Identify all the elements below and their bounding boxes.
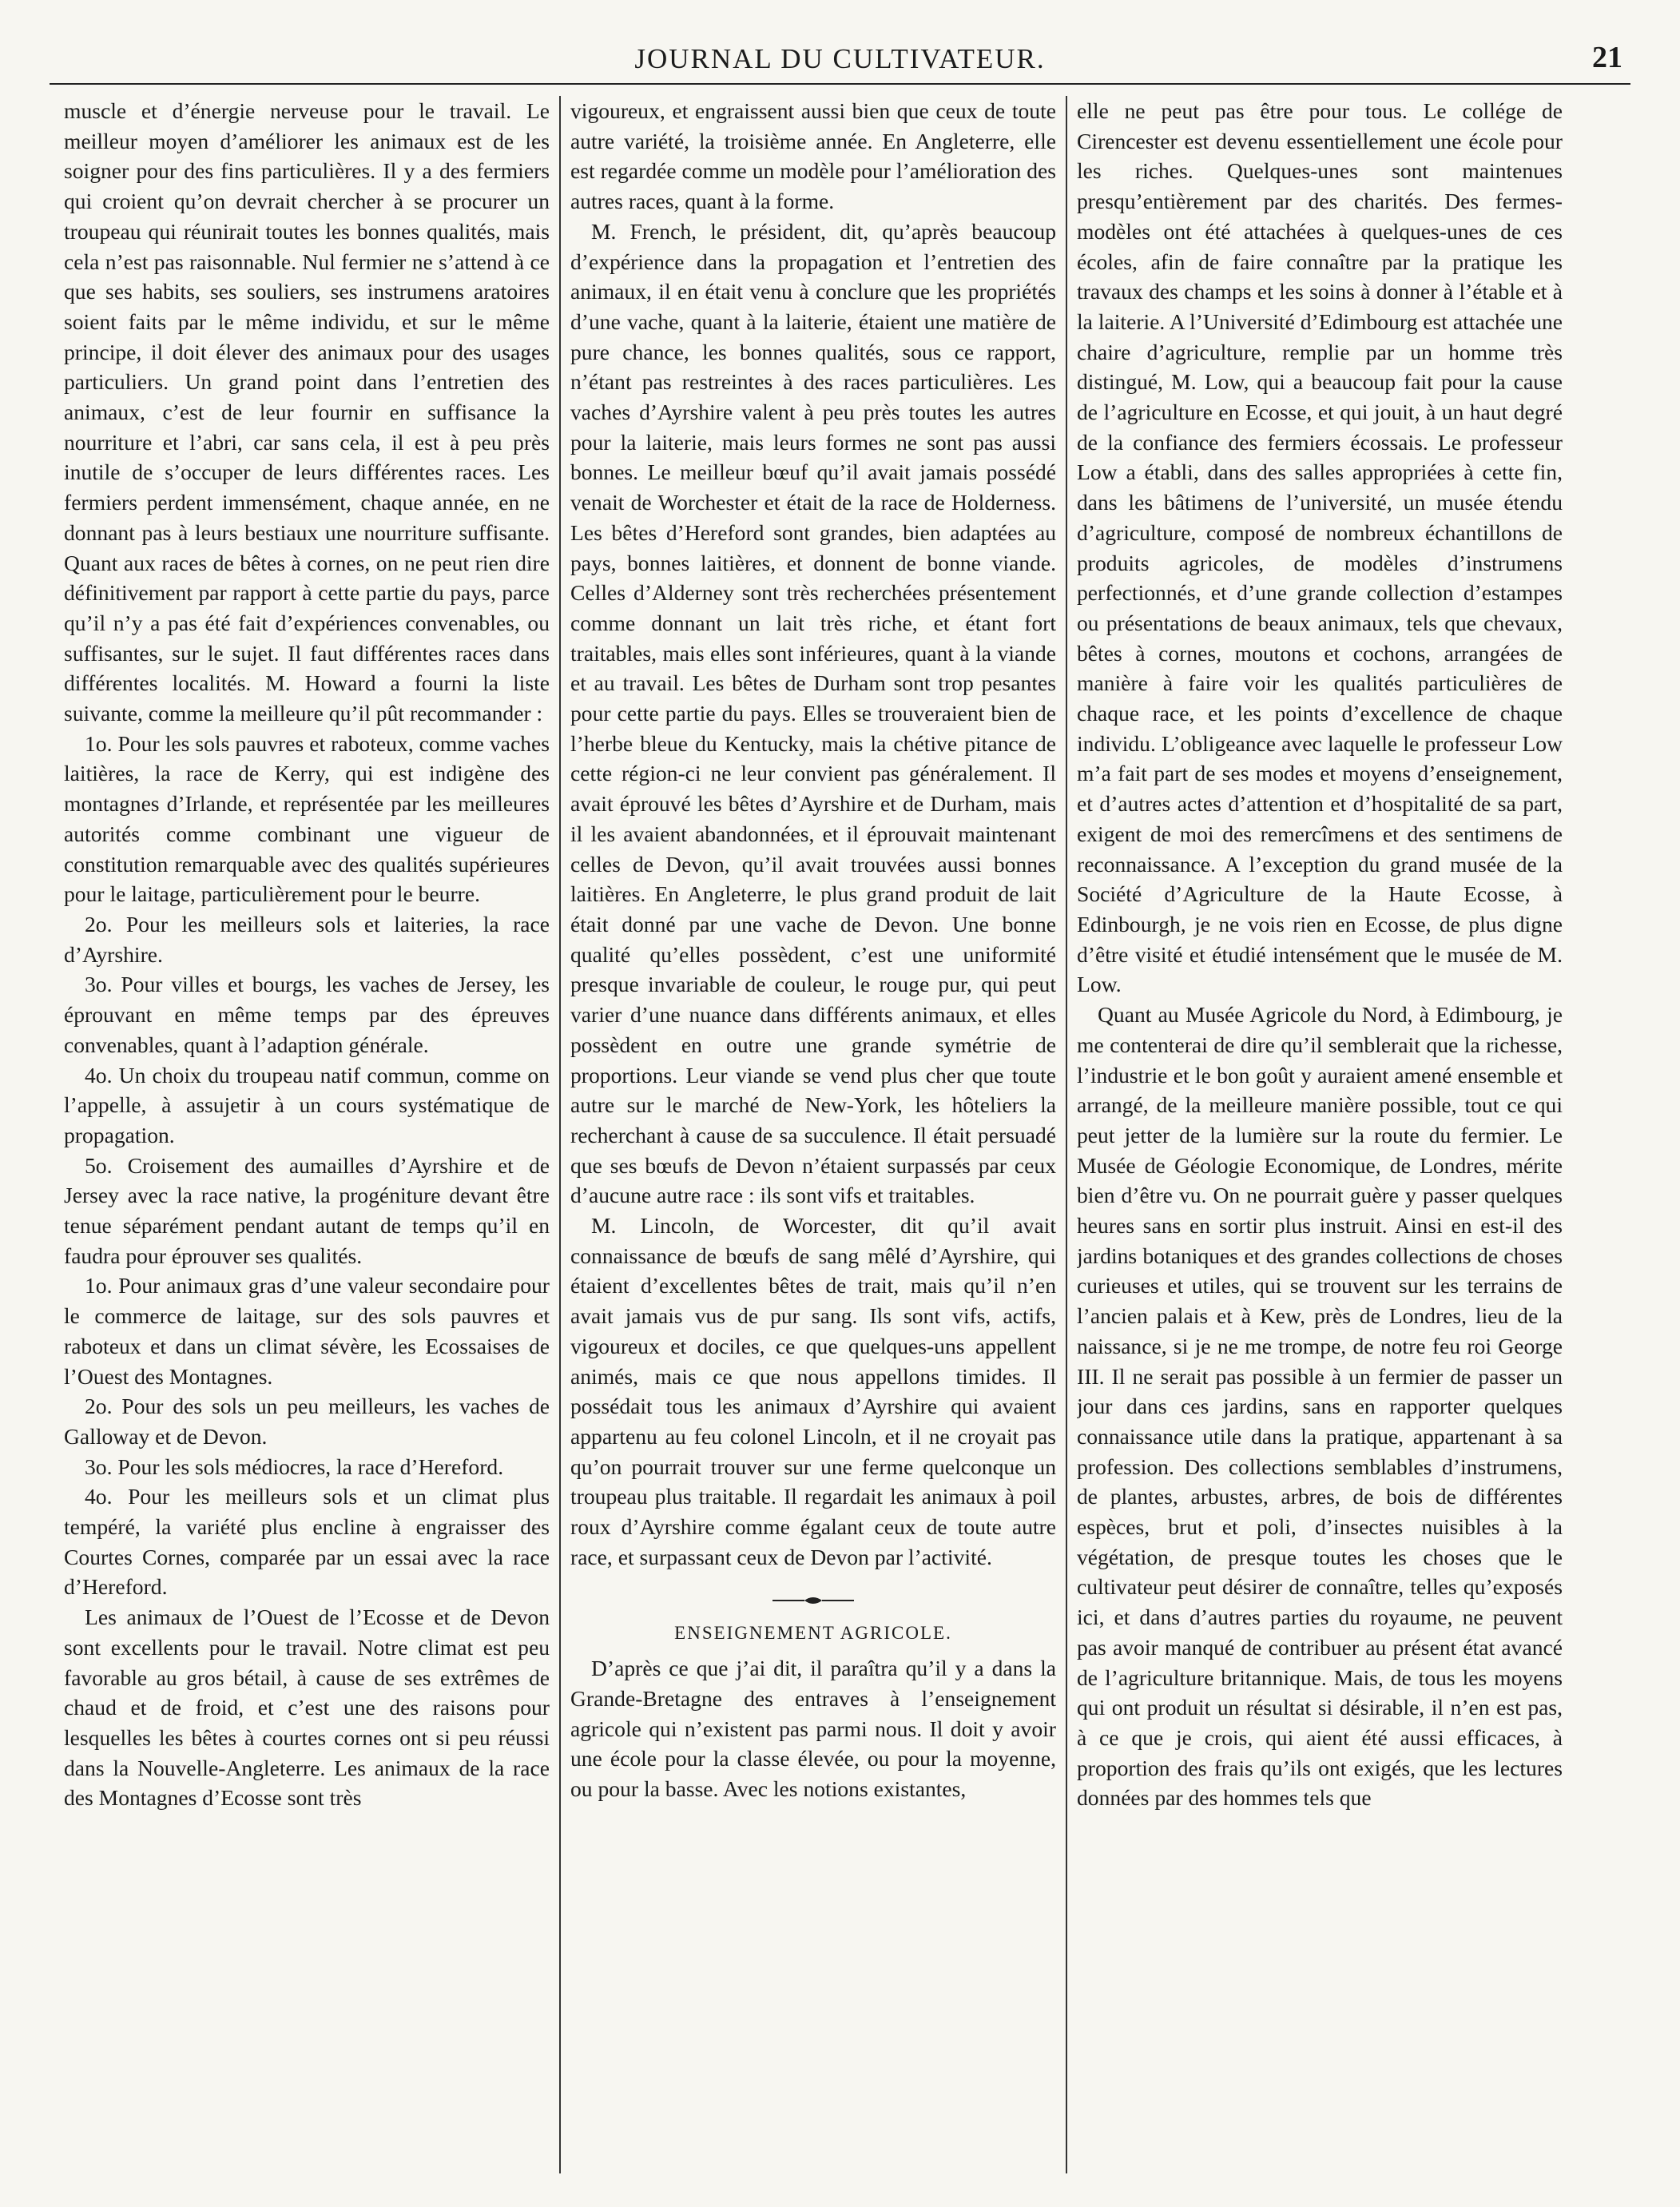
paragraph: elle ne peut pas être pour tous. Le collége de Cirencester est devenu essentiellement une école pour les riches. Quelques-unes sont maintenues presqu’entièrement par des charités. Des fermes-modèles ont été attachées à quelques-unes de ces écoles, afin de faire connaître par la pratique les travaux des champs et les soins à donner à l’étable et à la laiterie. A l’Université d’Edimbourg est attachée une chaire d’agriculture, remplie par un homme très distingué, M. Low, qui a beaucoup fait pour la cause de l’agriculture en Ecosse, et qui jouit, à un haut degré de la confiance des fermiers écossais. Le professeur Low a établi, dans des salles appropriées à cette fin, dans les bâtimens de l’université, un musée étendu d’agriculture, composé de nombreux échantillons de produits agricoles, de modèles d’instrumens perfectionnés, et d’une grande collection d’estampes ou présentations de beaux animaux, tels que chevaux, bêtes à cornes, moutons et cochons, arrangées de manière à faire voir les qualités particulières de chaque race, et les points d’excellence de chaque individu. L’obligeance avec laquelle le professeur Low m’a fait part de ses modes et moyens d’enseignement, et d’autres actes d’attention et d’hospitalité de sa part, exigent de moi des remercîmens et des sentimens de reconnaissance. A l’exception du grand musée de la Société d’Agriculture de la Haute Ecosse, à Edinbourgh, je ne vois rien en Ecosse, de plus digne d’être visité et étudié intensément que le musée de M. Low. [1077,98,1563,997]
paragraph: vigoureux, et engraissent aussi bien que ceux de toute autre variété, la troisième année. En Angleterre, elle est regardée comme un modèle pour l’amélioration des autres races, quant à la forme. [570,98,1056,214]
paragraph: Les animaux de l’Ouest de l’Ecosse et de Devon sont excellents pour le travail. Notre climat est peu favorable au gros bétail, à cause de ses extrêmes de chaud et de froid, et c’est une des raisons pour lesquelles les bêtes à courtes cornes ont si peu réussi dans la Nouvelle-Angleterre. Les animaux de la race des Montagnes d’Ecosse sont très [64,1605,550,1811]
column-divider [1066,96,1067,2173]
paragraph: M. French, le président, dit, qu’après beaucoup d’expérience dans la propagation et l’entretien des animaux, il en était venu à conclure que les propriétés d’une vache, quant à la laiterie, étaient une matière de pure chance, les bonnes qualités, sous ce rapport, n’étant pas restreintes à des races particulières. Les vaches d’Ayrshire valent à peu près toutes les autres pour la laiterie, mais leurs formes ne sont pas aussi bonnes. Le meilleur bœuf qu’il avait jamais possédé venait de Worchester et était de la race de Holderness. Les bêtes d’Hereford sont grandes, bien adaptées au pays, bonnes laitières, et donnent de bonne viande. Celles d’Alderney sont très recherchées présentement comme donnant un lait très riche, et étant fort traitables, mais elles sont inférieures, quant à la viande et au travail. Les bêtes de Durham sont trop pesantes pour cette partie du pays. Elles se trouveraient bien de l’herbe bleue du Kentucky, mais la chétive pitance de cette région-ci ne leur convient pas généralement. Il avait éprouvé les bêtes d’Ayrshire et de Durham, mais il les avaient abandonnées, et il éprouvait maintenant celles de Devon, qu’il avait trouvées aussi bonnes laitières. En Angleterre, le plus grand produit de lait était donné par une vache de Devon. Une bonne qualité qu’elles possèdent, c’est une uniformité presque invariable de couleur, le rouge pur, qui peut varier d’une nuance dans différents animaux, et elles possèdent en outre une grande symétrie de proportions. Leur viande se vend plus cher que toute autre sur le marché de New-York, les hôteliers la recherchant à cause de sa succulence. Il était persuadé que ses bœufs de Devon n’étaient surpassés par ceux d’aucune autre race : ils sont vifs et traitables. [570,218,1056,1208]
paragraph: 1o. Pour les sols pauvres et raboteux, comme vaches laitières, la race de Kerry, qui est indigène des montagnes d’Irlande, et représentée par les meilleures autorités comme combinant une vigueur de constitution remarquable avec des qualités supérieures pour le laitage, particulièrement pour le beurre. [64,730,550,907]
section-ornament [570,1586,1056,1610]
column-1 [64,96,550,2173]
article-columns [64,96,1614,2173]
paragraph: 1o. Pour animaux gras d’une valeur secondaire pour le commerce de laitage, sur des sols pauvres et raboteux et dans un climat sévère, les Ecossaises de l’Ouest des Montagnes. [64,1273,550,1389]
paragraph: muscle et d’énergie nerveuse pour le travail. Le meilleur moyen d’améliorer les animaux est de les soigner pour des fins particulières. Il y a des fermiers qui croient qu’on devrait chercher à se procurer un troupeau qui réunirait toutes les bonnes qualités, mais cela n’est pas raisonnable. Nul fermier ne s’attend à ce que ses habits, ses souliers, ses instrumens aratoires soient faits par le même individu, et sur le même principe, il doit élever des animaux pour des usages particuliers. Un grand point dans l’entretien des animaux, c’est de leur fournir en suffisance la nourriture et l’abri, car sans cela, il est à peu près inutile de s’occuper de leurs différentes races. Les fermiers perdent immensément, chaque année, en ne donnant pas à leurs bestiaux une nourriture suffisante. Quant aux races de bêtes à cornes, on ne peut rien dire définitivement par rapport à cette partie du pays, parce qu’il n’y a pas été fait d’expériences convenables, ou suffisantes, sur le sujet. Il faut différentes races dans différentes localités. M. Howard a fourni la liste suivante, comme la meilleure qu’il pût recommander : [64,98,550,726]
paragraph: M. Lincoln, de Worcester, dit qu’il avait connaissance de bœufs de sang mêlé d’Ayrshire, qui étaient d’excellentes bêtes de trait, mais qu’il n’en avait jamais vus de pur sang. Ils sont vifs, actifs, vigoureux et dociles, ce que quelques-uns appellent animés, mais ce que nous appellons timides. Il possédait tous les animaux d’Ayrshire qui avaient appartenu au feu colonel Lincoln, et il ne croyait pas qu’on pourrait trouver sur une ferme quelconque un troupeau plus traitable. Il regardait les animaux à poil roux d’Ayrshire comme égalant ceux de toute autre race, et surpassant ceux de Devon par l’activité. [570,1213,1056,1569]
paragraph: 3o. Pour les sols médiocres, la race d’Hereford. [85,1453,504,1479]
paragraph: D’après ce que j’ai dit, il paraîtra qu’il y a dans la Grande-Bretagne des entraves à l’enseignement agricole qui n’existent pas parmi nous. Il doit y avoir une école pour la classe élevée, ou pour la moyenne, ou pour la basse. Avec les notions existantes, [570,1656,1056,1801]
paragraph: 4o. Un choix du troupeau natif commun, comme on l’appelle, à assujetir à un cours systématique de propagation. [64,1062,550,1147]
paragraph: 2o. Pour des sols un peu meilleurs, les vaches de Galloway et de Devon. [64,1394,550,1449]
paragraph: 2o. Pour les meilleurs sols et laiteries, la race d’Ayrshire. [64,911,550,967]
page-header [50,38,1630,85]
column-2 [570,96,1056,2173]
column-divider [559,96,561,2173]
journal-title: JOURNAL DU CULTIVATEUR. [634,43,1046,74]
column-3 [1077,96,1563,2173]
paragraph: Quant au Musée Agricole du Nord, à Edimbourg, je me contenterai de dire qu’il semblerait que la richesse, l’industrie et le bon goût y auraient amené ensemble et arrangé, de la meilleure manière possible, tout ce qui peut jetter de la lumière sur la route du fermier. Le Musée de Géologie Economique, de Londres, mérite bien d’être vu. On ne pourrait guère y passer quelques heures sans en sortir plus instruit. Ainsi en est-il des jardins botaniques et des grandes collections de choses curieuses et utiles, qui se trouvent sur les terrains de l’ancien palais et à Kew, près de Londres, lieu de la naissance, si je ne me trompe, de notre feu roi George III. Il ne serait pas possible à un fermier de passer un jour dans ces jardins, sans en rapporter quelques connaissance utile dans la pratique, appartenant à sa profession. Des collections semblables d’instrumens, de plantes, arbustes, arbres, de bois de différentes espèces, brut et poli, d’insectes nuisibles à la végétation, de presque toutes les choses que le cultivateur peut désirer de connaître, telles qu’exposés ici, et dans d’autres parties du royaume, ne peuvent pas avoir manqué de contribuer au présent état avancé de l’agriculture britannique. Mais, de tous les moyens qui ont produit un résultat si désirable, il n’en est pas, à ce que je crois, qui aient été aussi efficaces, à proportion des frais qu’ils ont exigés, que les lectures données par des hommes tels que [1077,1002,1563,1811]
page-number: 21 [1592,41,1622,74]
paragraph: 4o. Pour les meilleurs sols et un climat plus tempéré, la variété plus encline à engraisser des Courtes Cornes, comparée par un essai avec la race d’Hereford. [64,1484,550,1600]
section-heading: ENSEIGNEMENT AGRICOLE. [674,1623,952,1644]
paragraph: 5o. Croisement des aumailles d’Ayrshire et de Jersey avec la race native, la progéniture devant être tenue séparément pendant autant de temps qu’il en faudra pour éprouver ses qualités. [64,1152,550,1268]
paragraph: 3o. Pour villes et bourgs, les vaches de Jersey, les éprouvant en même temps par des épreuves convenables, quant à l’adaption générale. [64,972,550,1057]
